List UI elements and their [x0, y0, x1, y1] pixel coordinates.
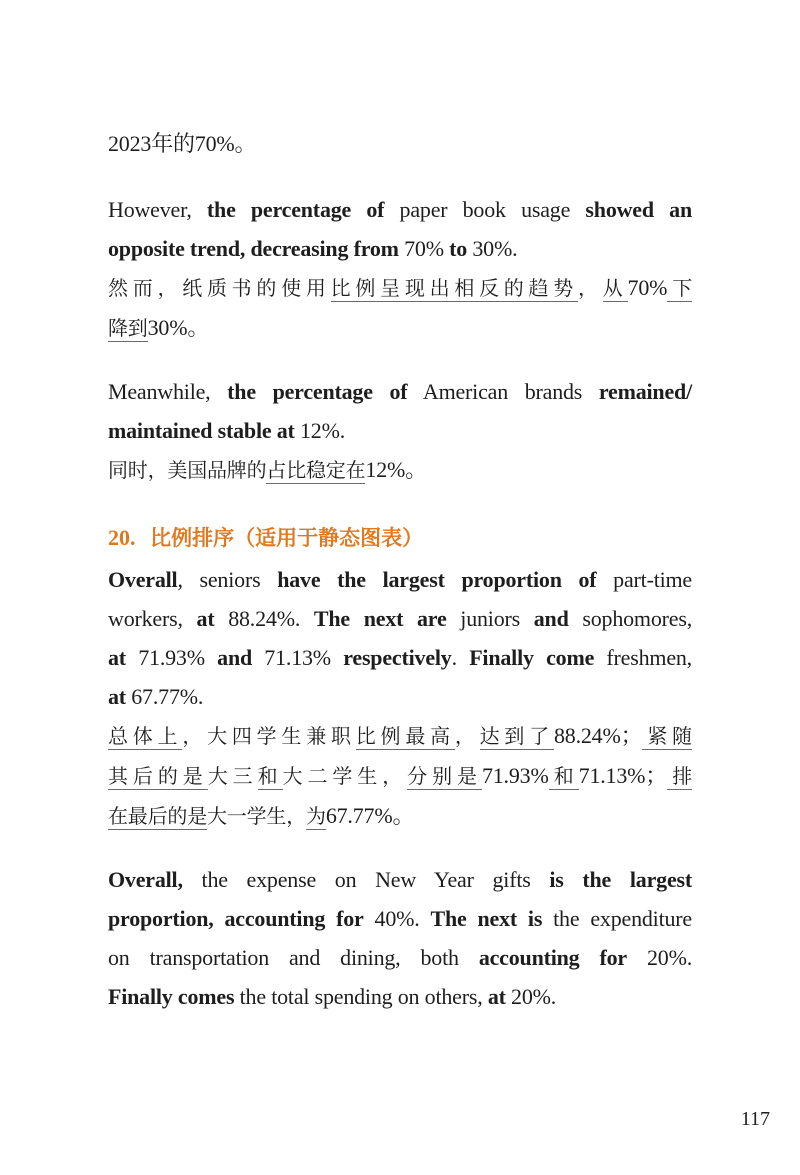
- chinese-line: 然而，纸质书的使用比例呈现出相反的趋势，从70%下: [108, 275, 692, 300]
- text-line: [108, 124, 256, 164]
- chinese-line: 同时，美国品牌的占比稳定在12%。: [108, 457, 427, 482]
- text-line: maintained stable at 12%.: [108, 418, 346, 443]
- chinese-line: 总体上，大四学生兼职比例最高，达到了88.24%；紧随: [108, 723, 692, 748]
- paragraph-students: [108, 560, 692, 836]
- text-line: opposite trend, decreasing from 70% to 30%.: [108, 236, 518, 261]
- chinese-line: 降到30%。: [108, 315, 210, 340]
- page-number: 117: [740, 1108, 770, 1130]
- text-fragment: 2023年的70%。: [108, 131, 257, 156]
- text-line: at 67.77%.: [108, 684, 204, 709]
- text-line: Meanwhile, the percentage of American brands remained/: [108, 379, 692, 404]
- text-line: Overall, the expense on New Year gifts is the largest: [108, 867, 692, 892]
- text-line: However, the percentage of paper book usage showed an: [108, 197, 692, 222]
- text-line: on transportation and dining, both accounting for 20%.: [108, 945, 693, 970]
- chinese-line: 在最后的是大一学生，为67.77%。: [108, 803, 415, 828]
- paragraph-new-year-gifts: [108, 860, 692, 1016]
- text-line: Finally comes the total spending on others, at 20%.: [108, 984, 557, 1009]
- section-heading: 20. 比例排序（适用于静态图表）: [108, 525, 424, 550]
- chinese-line: 其后的是大三和大二学生，分别是71.93%和71.13%；排: [108, 763, 693, 788]
- paragraph-paper-book: [108, 190, 692, 348]
- continued-line: [108, 124, 256, 164]
- text-line: Overall, seniors have the largest proportion of part-time: [108, 567, 692, 592]
- paragraph-american-brands: [108, 372, 692, 490]
- text-line: at 71.93% and 71.13% respectively. Finally come freshmen,: [108, 645, 692, 670]
- text-line: workers, at 88.24%. The next are juniors and sophomores,: [108, 606, 693, 631]
- text-line: proportion, accounting for 40%. The next is the expenditure: [108, 906, 692, 931]
